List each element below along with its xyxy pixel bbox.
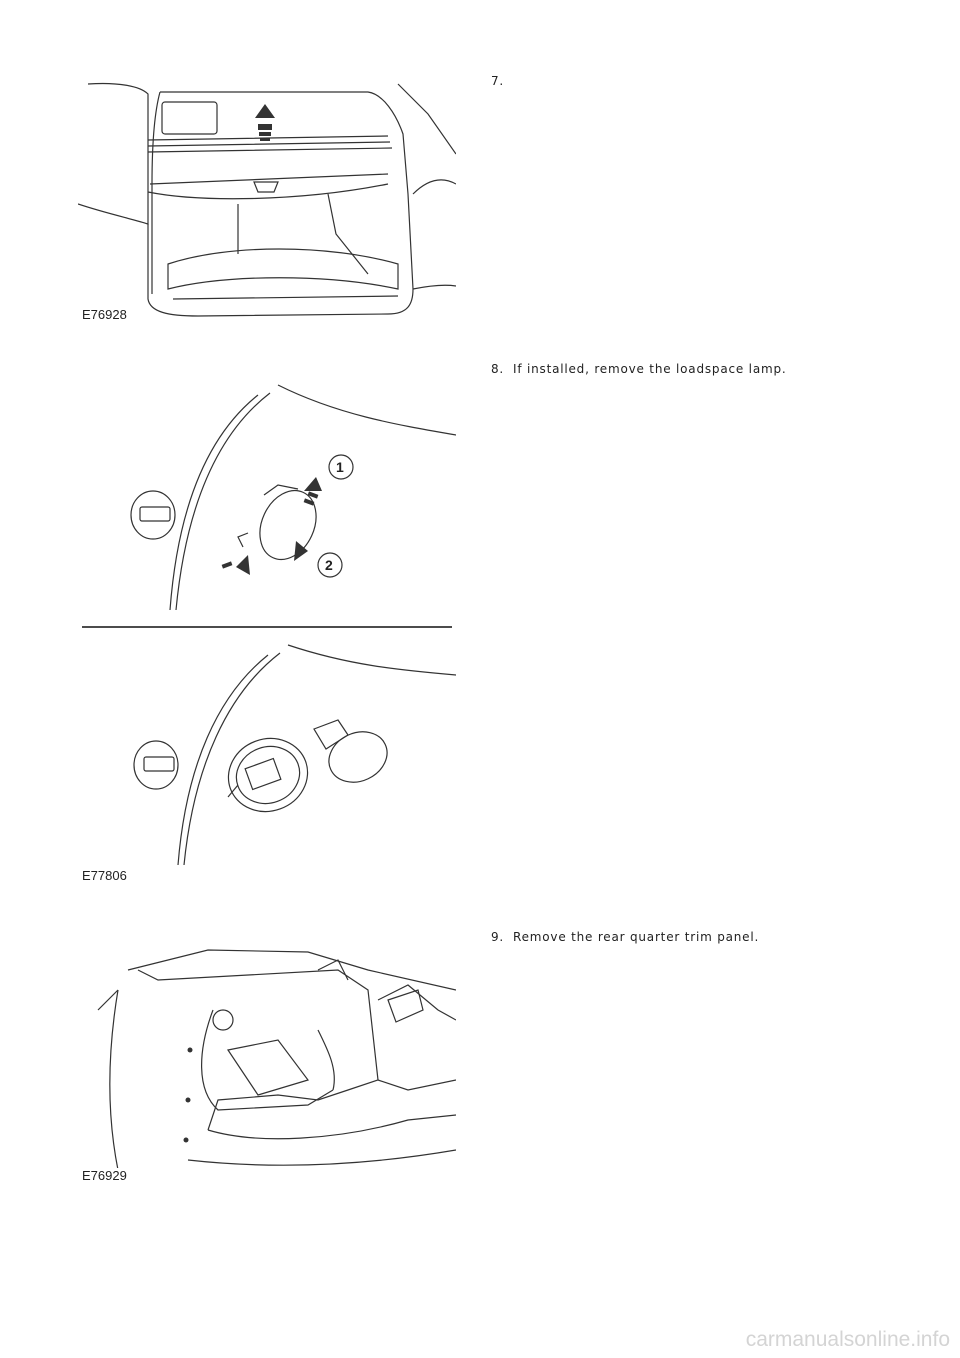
step-7 xyxy=(491,74,931,88)
callout-1: 1 xyxy=(336,459,344,475)
step-number: 8. xyxy=(491,362,505,376)
figure-code: E76929 xyxy=(82,1168,127,1183)
figure-code: E76928 xyxy=(82,307,127,322)
figure-loadspace-lamp xyxy=(78,365,456,885)
callout-2: 2 xyxy=(325,557,333,573)
step-8 xyxy=(491,362,931,376)
figure-rear-quarter-trim xyxy=(78,930,456,1185)
rear-quarter-trim-illustration xyxy=(78,930,456,1185)
figure-loadspace-cover xyxy=(78,74,456,324)
footer-watermark[interactable]: carmanualsonline.info xyxy=(745,1328,950,1351)
loadspace-lamp-illustration xyxy=(78,365,456,885)
step-number: 7. xyxy=(491,74,505,88)
step-number: 9. xyxy=(491,930,505,944)
step-text: If installed, remove the loadspace lamp. xyxy=(513,362,787,376)
figure-code: E77806 xyxy=(82,868,127,883)
step-9 xyxy=(491,930,931,944)
loadspace-cover-illustration xyxy=(78,74,456,324)
step-text: Remove the rear quarter trim panel. xyxy=(513,930,760,944)
